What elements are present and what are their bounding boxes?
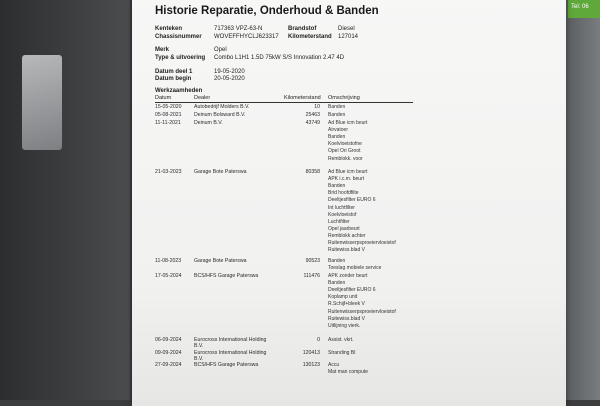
row-omschrijving: Banden — [328, 280, 346, 287]
document-title: Historie Reparatie, Onderhoud & Banden — [155, 5, 379, 17]
document-page — [132, 0, 566, 406]
row-omschrijving: Banden — [328, 134, 346, 141]
row-km: 25463 — [305, 112, 320, 118]
row-dealer: BCS/HFS Garage Paterswa — [194, 273, 259, 279]
column-header-dealer: Dealer — [194, 95, 211, 101]
section-title: Werkzaamheden — [155, 88, 203, 94]
table-surface-right — [560, 0, 600, 400]
chassis-label: Chassisnummer — [155, 34, 202, 40]
row-dealer: BCS/HFS Garage Paterswa — [194, 362, 259, 368]
row-dealer: Garage Bote Paterswa — [194, 169, 247, 175]
column-header-omschrijving: Omschrijving — [328, 95, 360, 101]
type-label: Type & uitvoering — [155, 55, 206, 61]
row-omschrijving: Remblokk achter — [328, 232, 366, 239]
row-datum: 05-08-2021 — [155, 112, 182, 118]
row-dealer: Deinum Bolsward B.V. — [194, 112, 246, 118]
row-omschrijving: Luchtfilter — [328, 218, 350, 225]
column-header-km: Kilometerstand — [284, 95, 321, 101]
row-omschrijving: Koelvloeistofne — [328, 141, 362, 148]
row-omschrijving: APK i.c.m. beurt — [328, 176, 365, 183]
row-datum: 21-03-2023 — [155, 169, 182, 175]
row-omschrijving: Mat man compute — [328, 369, 369, 376]
kenteken-value: 717363 VPZ-63-N — [214, 26, 263, 32]
merk-value: Opel — [214, 47, 227, 53]
row-km: 130123 — [302, 362, 320, 368]
datum-begin-value: 20-05-2020 — [214, 76, 245, 82]
column-header-datum: Datum — [155, 95, 172, 101]
row-datum: 11-08-2023 — [155, 258, 182, 264]
km-label: Kilometerstand — [288, 34, 332, 40]
row-km: 111476 — [303, 273, 320, 279]
chassis-value: WOVEFFHYCLJ623317 — [214, 34, 279, 40]
type-value: Combo L1H1 1.5D 75kW S/S Innovation 2.47 4D — [214, 55, 345, 61]
row-omschrijving: Banden — [328, 104, 346, 110]
row-omschrijving: Banden — [328, 258, 346, 264]
row-omschrijving: Koplamp unit — [328, 294, 358, 301]
green-sticker: Tel: 06 — [568, 0, 600, 18]
row-omschrijving: Deeltjesfilter EURO 6 — [328, 287, 376, 294]
row-omschrijving: Opel Ori Groot — [328, 148, 361, 155]
row-km: 10 — [314, 104, 320, 110]
row-omschrijving: Opel jaarbeurt — [328, 225, 360, 232]
row-datum: 09-09-2024 — [155, 350, 182, 356]
row-omschrijving: Banden — [328, 183, 346, 190]
kenteken-label: Kenteken — [155, 26, 183, 32]
row-omschrijving: Airvatoer — [328, 127, 349, 134]
row-omschrijving: Int luchtfilter — [328, 204, 355, 211]
row-omschrijving: APK zonder beurt — [328, 273, 368, 279]
row-omschrijving: Ruitenwisserpsproeiervloeistof — [328, 240, 396, 246]
row-km: 90523 — [305, 258, 320, 264]
row-omschrijving: Accu — [328, 362, 340, 368]
brandstof-value: Diesel — [338, 26, 355, 32]
row-omschrijving: Uitlijning vierk. — [328, 322, 361, 329]
row-datum: 27-09-2024 — [155, 362, 182, 368]
row-km: 80358 — [305, 169, 320, 175]
brandstof-label: Brandstof — [288, 26, 317, 32]
row-datum: 06-09-2024 — [155, 337, 182, 343]
row-omschrijving: Ruitewiss.blad V — [328, 247, 365, 254]
blister-pack — [22, 55, 62, 150]
row-omschrijving: Ruitenwisserpsproeiervloeistof — [328, 308, 396, 315]
datum-deel1-label: Datum deel 1 — [155, 69, 193, 75]
datum-begin-label: Datum begin — [155, 76, 192, 82]
row-omschrijving: Deeltjesfilter EURO 6 — [328, 197, 376, 204]
merk-label: Merk — [155, 47, 170, 53]
datum-deel1-value: 19-05-2020 — [214, 69, 245, 75]
row-omschrijving: Ad Blue icm beurt — [328, 169, 368, 175]
table-surface-left — [0, 0, 130, 400]
row-omschrijving: Ruitewiss.blad V — [328, 315, 365, 322]
row-datum: 11-11-2021 — [155, 120, 181, 126]
row-dealer: Deinum B.V. — [194, 120, 223, 126]
row-km: 120413 — [302, 350, 320, 356]
row-dealer: Autobedrijf Molders B.V. — [194, 104, 250, 110]
row-dealer: Garage Bote Paterswa — [194, 258, 247, 264]
row-omschrijving: Ad Blue icm beurt — [328, 120, 368, 126]
row-km: 43749 — [305, 120, 320, 126]
row-omschrijving: Banden — [328, 112, 346, 118]
header-divider — [155, 102, 413, 103]
row-dealer: Eurocross International Holding B.V. — [194, 337, 267, 349]
row-datum: 17-05-2024 — [155, 273, 182, 279]
row-omschrijving: Remblokk. voor — [328, 155, 363, 162]
row-omschrijving: Toeslag mobiele service — [328, 265, 382, 272]
row-omschrijving: Koelvloeistof — [328, 211, 357, 218]
row-omschrijving: Assist. vkrt. — [328, 337, 354, 343]
row-datum: 15-05-2020 — [155, 104, 182, 110]
km-value: 127014 — [338, 34, 359, 40]
row-omschrijving: R.Schijf+bleek V — [328, 301, 365, 308]
row-omschrijving: Stranding BI — [328, 350, 356, 356]
row-dealer: Eurocross International Holding B.V. — [194, 350, 267, 362]
row-km: 0 — [317, 337, 320, 343]
row-omschrijving: Brid hoofdfilte — [328, 190, 359, 197]
